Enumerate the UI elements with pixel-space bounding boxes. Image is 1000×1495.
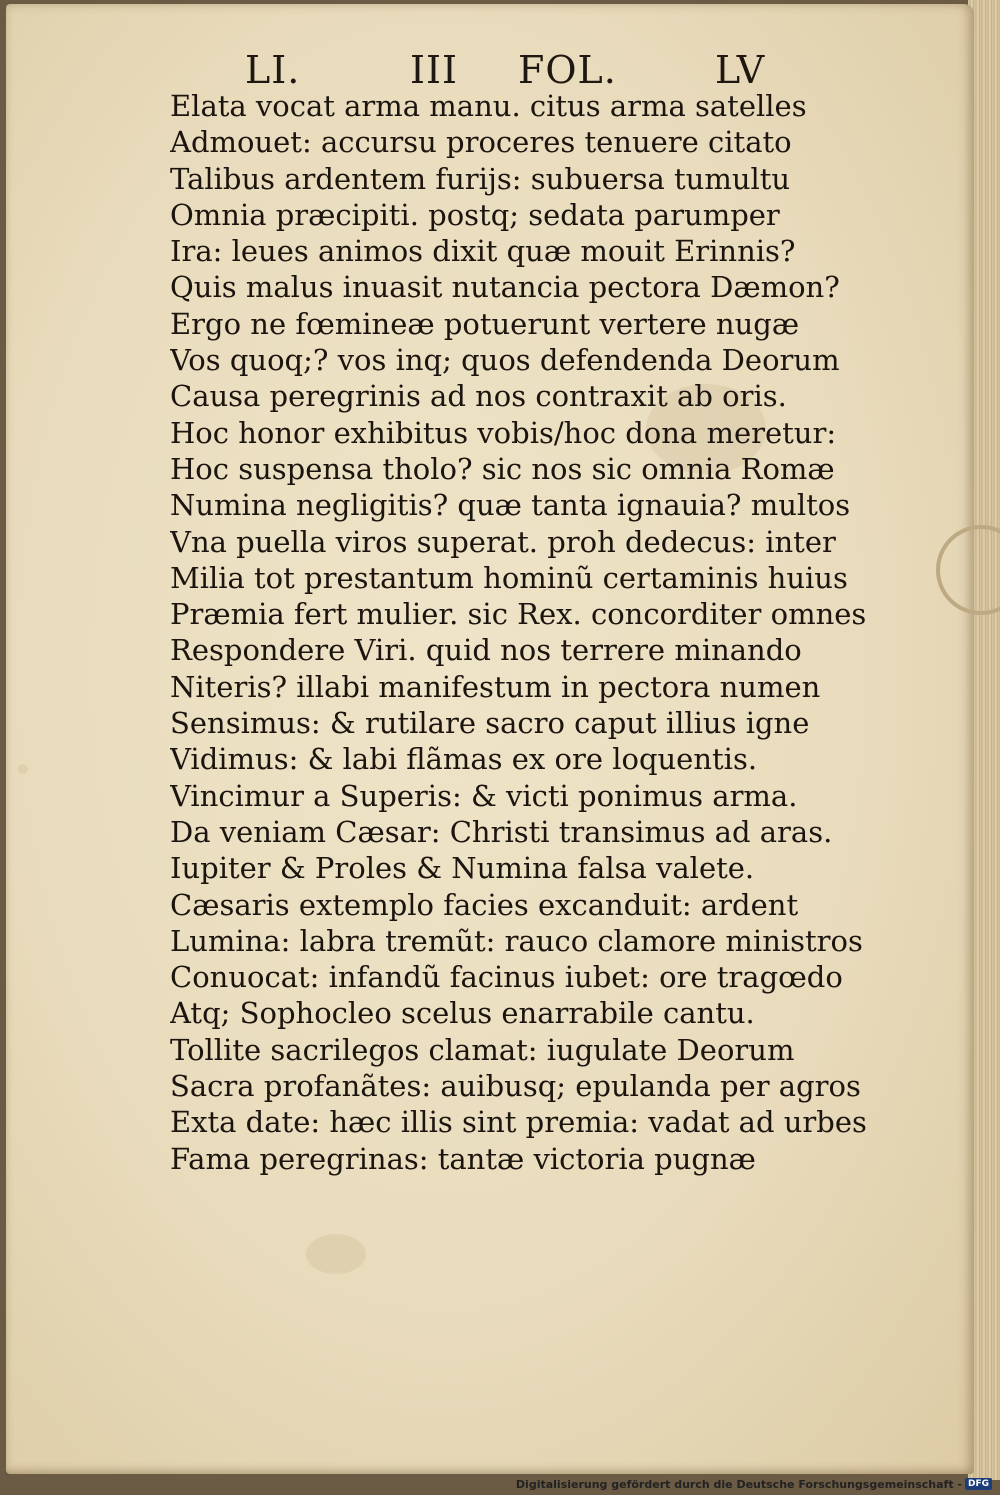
verse-text: [170, 88, 890, 1177]
verse-line: Ergo ne fœmineæ potuerunt vertere nugæ: [170, 306, 800, 341]
paper-stain: [18, 764, 28, 774]
digitization-credit: [516, 1476, 992, 1492]
paper-stain: [306, 1234, 366, 1274]
verse-line: Conuocat: infandũ facinus iubet: ore tragœdo: [170, 960, 843, 995]
verse-line: Præmia fert mulier. sic Rex. concorditer omnes: [170, 597, 867, 632]
folio-number: LV: [715, 48, 766, 92]
verse-line: Respondere Viri. quid nos terrere minando: [170, 633, 802, 668]
dfg-logo: DFG: [965, 1478, 992, 1490]
verse-line: Vos quoq;? vos inq; quos defendenda Deorum: [170, 343, 840, 378]
verse-line: Milia tot prestantum hominũ certaminis huius: [170, 560, 848, 595]
verse-line: Hoc honor exhibitus vobis/hoc dona meretur:: [170, 415, 837, 450]
verse-line: Elata vocat arma manu. citus arma satelles: [170, 89, 807, 123]
credit-text: Digitalisierung gefördert durch die Deutsche Forschungsgemeinschaft -: [515, 1477, 962, 1491]
verse-line: Talibus ardentem furijs: subuersa tumultu: [170, 161, 791, 196]
verse-line: Vidimus: & labi flãmas ex ore loquentis.: [170, 742, 758, 777]
header-left: LI.: [245, 48, 301, 92]
verse-line: Tollite sacrilegos clamat: iugulate Deorum: [170, 1032, 795, 1067]
verse-line: Sensimus: & rutilare sacro caput illius igne: [170, 706, 810, 741]
verse-line: Numina negligitis? quæ tanta ignauia? multos: [170, 488, 851, 523]
verse-line: Fama peregrinas: tantæ victoria pugnæ: [170, 1141, 756, 1176]
verse-line: Atq; Sophocleo scelus enarrabile cantu.: [170, 996, 755, 1031]
header-book-number: III: [410, 48, 459, 92]
verse-line: Omnia præcipiti. postq; sedata parumper: [170, 197, 780, 232]
header-fol: FOL.: [518, 48, 617, 92]
verse-line: Vincimur a Superis: & victi ponimus arma.: [170, 778, 798, 813]
verse-line: Cæsaris extemplo facies excanduit: ardent: [170, 887, 799, 922]
verse-line: Da veniam Cæsar: Christi transimus ad aras.: [170, 814, 833, 849]
verse-line: Causa peregrinis ad nos contraxit ab oris.: [170, 379, 787, 414]
verse-line: Lumina: labra tremũt: rauco clamore ministros: [170, 923, 863, 958]
verse-line: Iupiter & Proles & Numina falsa valete.: [170, 851, 755, 886]
verse-line: Sacra profanãtes: auibusq; epulanda per agros: [170, 1069, 861, 1104]
verse-line: Exta date: hæc illis sint premia: vadat ad urbes: [170, 1105, 867, 1140]
verse-line: Admouet: accursu proceres tenuere citato: [170, 125, 792, 160]
verse-line: Ira: leues animos dixit quæ mouit Erinnis?: [170, 234, 796, 269]
verse-line: Vna puella viros superat. proh dedecus: inter: [170, 524, 836, 559]
verse-line: Niteris? illabi manifestum in pectora numen: [170, 669, 821, 704]
verse-line: Quis malus inuasit nutancia pectora Dæmon?: [170, 270, 840, 305]
verse-line: Hoc suspensa tholo? sic nos sic omnia Romæ: [170, 451, 835, 486]
